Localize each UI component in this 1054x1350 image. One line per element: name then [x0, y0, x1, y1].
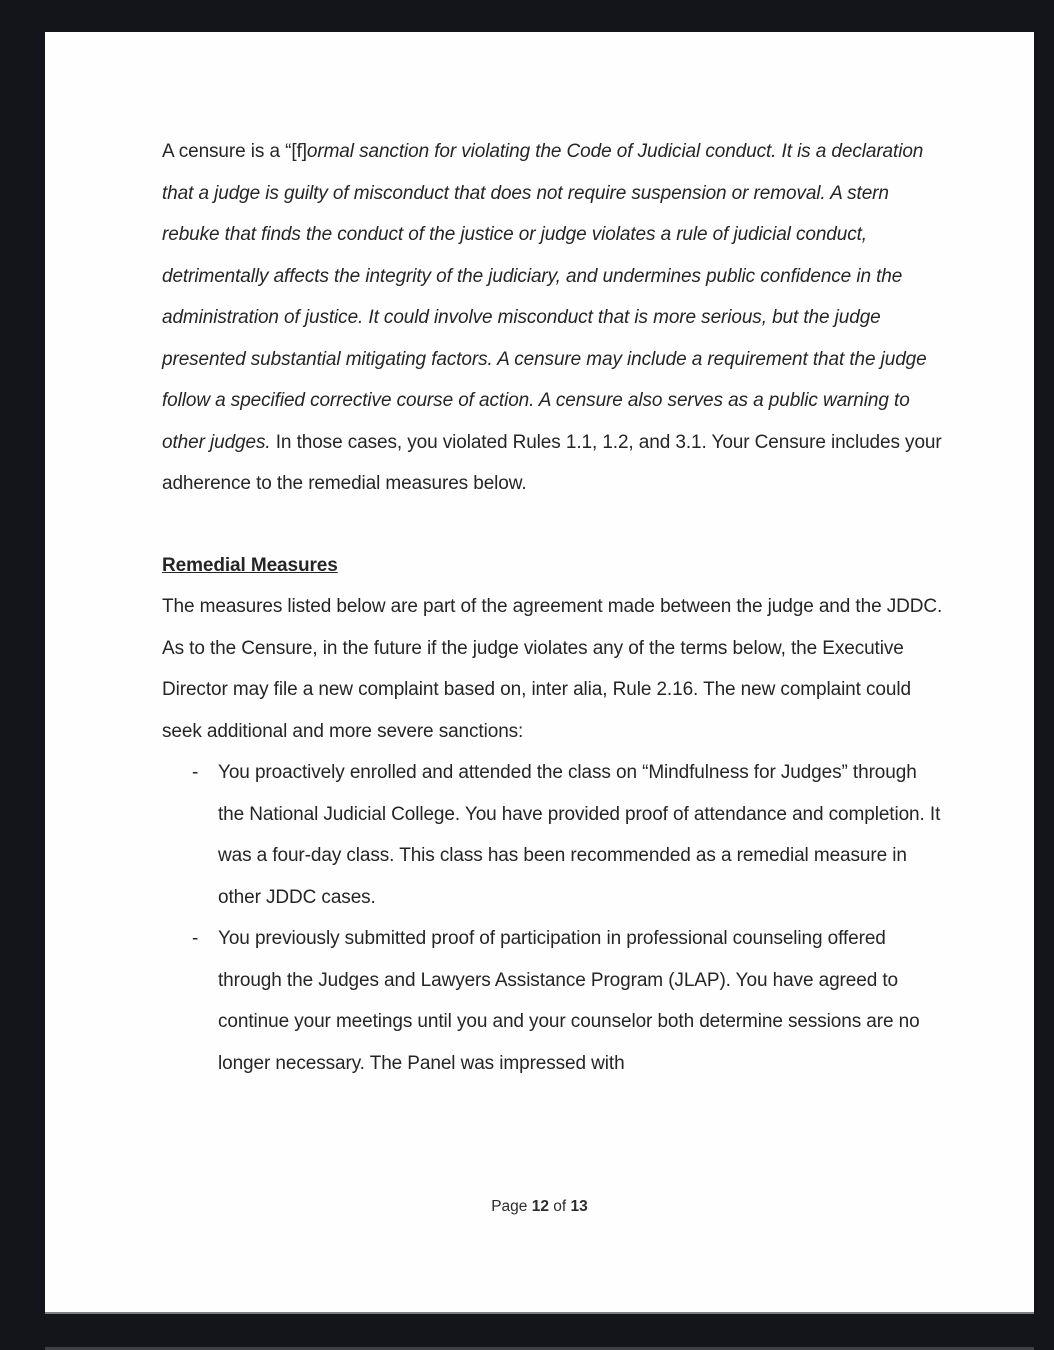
footer-current-page: 12	[531, 1198, 549, 1215]
page-number-footer	[45, 1198, 1034, 1216]
footer-separator: of	[553, 1198, 567, 1215]
list-item-text: You previously submitted proof of participation in professional counseling offered through the Judges and Lawyers Assistance Program (JLAP). You have agreed to continue your meetings until you and your counselor both determine sessions are no longer necessary. The Panel was impressed with	[218, 928, 920, 1074]
document-page	[45, 32, 1034, 1314]
remedial-measures-list	[162, 752, 950, 1084]
remedial-measures-heading: Remedial Measures	[162, 554, 338, 576]
paragraph1-lead: A censure is a “[f]	[162, 141, 307, 162]
footer-total-pages: 13	[570, 1198, 588, 1215]
page-body	[162, 131, 950, 1084]
footer-prefix: Page	[491, 1198, 528, 1215]
paragraph1-quoted-italic: ormal sanction for violating the Code of Judicial conduct. It is a declaration that a judge is guilty of misconduct that does not require suspension or removal. A stern rebuke that finds the conduct of the justice or judge violates a rule of judicial conduct, detrimentally affects the integrity of the judiciary, and undermines public confidence in the administration of justice. It could involve misconduct that is more serious, but the judge presented substantial mitigating factors. A censure may include a requirement that the judge follow a specified corrective course of action. A censure also serves as a public warning to other judges.	[162, 141, 927, 453]
list-item	[162, 918, 947, 1084]
list-item	[162, 752, 947, 918]
censure-definition-paragraph	[162, 131, 950, 505]
list-item-text: You proactively enrolled and attended the class on “Mindfulness for Judges” through the National Judicial College. You have provided proof of attendance and completion. It was a four-day class. This class has been recommended as a remedial measure in other JDDC cases.	[218, 762, 941, 908]
measures-intro-paragraph: The measures listed below are part of the agreement made between the judge and the JDDC. As to the Censure, in the future if the judge violates any of the terms below, the Executive Director may file a new complaint based on, inter alia, Rule 2.16. The new complaint could seek additional and more severe sanctions:	[162, 596, 943, 742]
bullet-dash: -	[192, 762, 199, 783]
bullet-dash: -	[192, 928, 199, 949]
paragraph1-tail: In those cases, you violated Rules 1.1, 1.2, and 3.1. Your Censure includes your adherence to the remedial measures below.	[162, 431, 942, 494]
